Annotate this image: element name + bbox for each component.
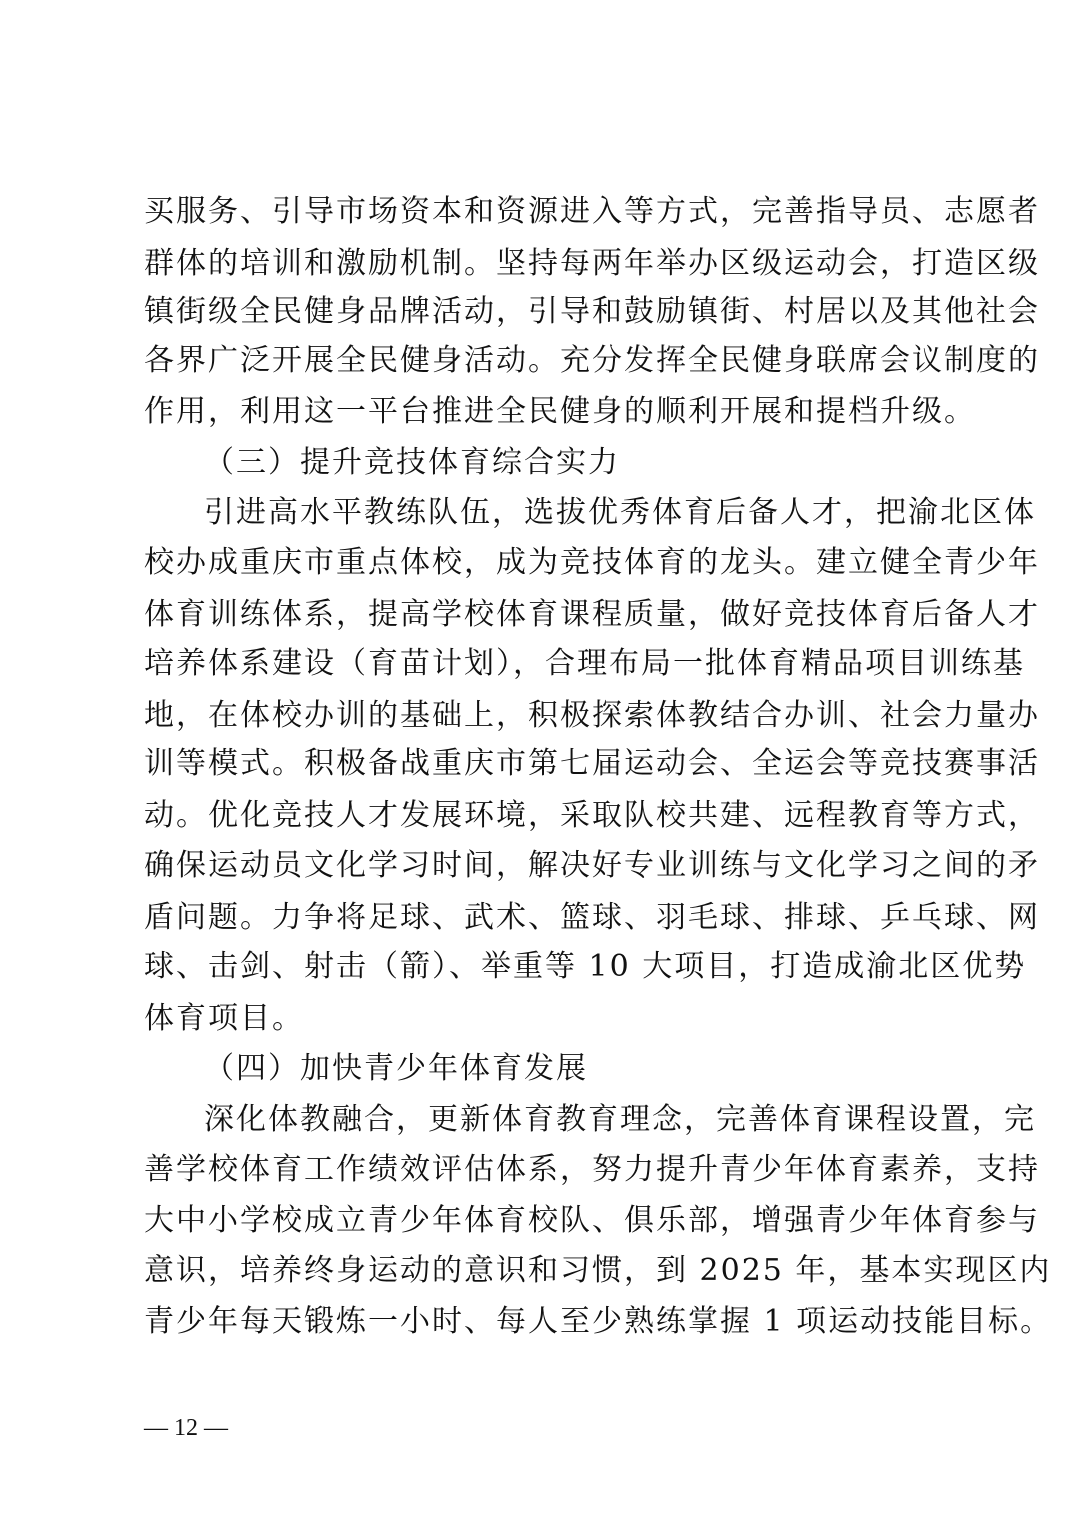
paragraph-line: 深化体教融合，更新体育教育理念，完善体育课程设置，完	[204, 1102, 1036, 1137]
paragraph-line: 体育训练体系，提高学校体育课程质量，做好竞技体育后备人才	[144, 597, 1040, 632]
paragraph-line: 买服务、引导市场资本和资源进入等方式，完善指导员、志愿者	[144, 194, 1040, 229]
paragraph-line: 群体的培训和激励机制。坚持每两年举办区级运动会，打造区级	[144, 246, 1040, 281]
section-heading-4: （四）加快青少年体育发展	[204, 1051, 588, 1086]
paragraph-line: 训等模式。积极备战重庆市第七届运动会、全运会等竞技赛事活	[144, 746, 1040, 781]
paragraph-line: 盾问题。力争将足球、武术、篮球、羽毛球、排球、乒乓球、网	[144, 900, 1040, 935]
paragraph-line: 地，在体校办训的基础上，积极探索体教结合办训、社会力量办	[144, 698, 1040, 733]
paragraph-line: 镇街级全民健身品牌活动，引导和鼓励镇街、村居以及其他社会	[144, 294, 1040, 329]
paragraph-line: 确保运动员文化学习时间，解决好专业训练与文化学习之间的矛	[144, 848, 1040, 883]
paragraph-line: 青少年每天锻炼一小时、每人至少熟练掌握 1 项运动技能目标。	[144, 1304, 1053, 1339]
paragraph-line: 培养体系建设（育苗计划），合理布局一批体育精品项目训练基	[144, 646, 1025, 681]
paragraph-line: 体育项目。	[144, 1001, 304, 1036]
paragraph-line: 校办成重庆市重点体校，成为竞技体育的龙头。建立健全青少年	[144, 545, 1040, 580]
paragraph-line: 引进高水平教练队伍，选拔优秀体育后备人才，把渝北区体	[204, 495, 1036, 530]
page-number: — 12 —	[144, 1415, 228, 1441]
paragraph-line: 善学校体育工作绩效评估体系，努力提升青少年体育素养，支持	[144, 1152, 1040, 1187]
paragraph-line: 球、击剑、射击（箭）、举重等 10 大项目，打造成渝北区优势	[144, 949, 1027, 984]
paragraph-line: 意识，培养终身运动的意识和习惯，到 2025 年，基本实现区内	[144, 1253, 1052, 1288]
paragraph-line: 大中小学校成立青少年体育校队、俱乐部，增强青少年体育参与	[144, 1203, 1040, 1238]
paragraph-line: 动。优化竞技人才发展环境，采取队校共建、远程教育等方式，	[144, 798, 1040, 833]
paragraph-line: 各界广泛开展全民健身活动。充分发挥全民健身联席会议制度的	[144, 343, 1040, 378]
section-heading-3: （三）提升竞技体育综合实力	[204, 445, 620, 480]
paragraph-line: 作用，利用这一平台推进全民健身的顺利开展和提档升级。	[144, 394, 976, 429]
